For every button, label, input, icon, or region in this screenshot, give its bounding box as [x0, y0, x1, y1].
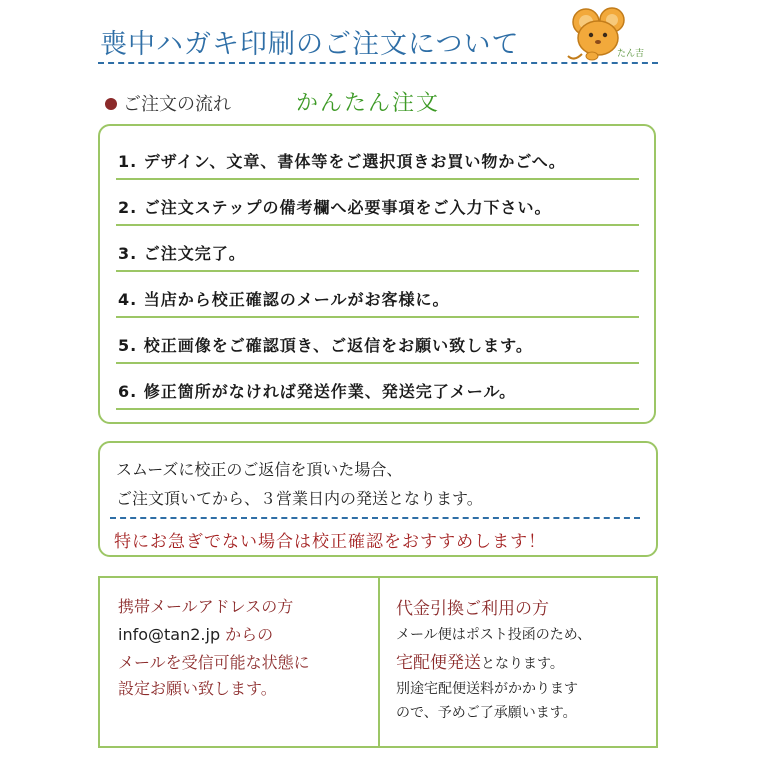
step-text: 5. 校正画像をご確認頂き、ご返信をお願い致します。 — [118, 336, 533, 355]
cod-heading: 代金引換ご利用の方 — [396, 599, 549, 619]
step-item — [116, 134, 639, 180]
cod-highlight: 宅配便発送 — [396, 653, 481, 673]
step-item — [116, 180, 639, 226]
section-tagline: かんたん注文 — [296, 91, 441, 116]
step-text: 3. ご注文完了。 — [118, 244, 246, 263]
note-divider — [110, 517, 640, 519]
section-heading: ご注文の流れ — [123, 94, 231, 115]
cod-text: 別途宅配便送料がかかります — [396, 681, 578, 697]
step-text: 1. デザイン、文章、書体等をご選択頂きお買い物かごへ。 — [118, 152, 566, 171]
step-item — [116, 364, 639, 410]
cod-highlight-line — [396, 648, 564, 673]
mobile-text: メールを受信可能な状態に — [118, 653, 310, 672]
note-text: スムーズに校正のご返信を頂いた場合、 — [116, 460, 403, 479]
round-bullet-icon — [105, 98, 117, 110]
contact-email: info@tan2.jp — [118, 625, 221, 644]
mobile-text: からの — [220, 625, 274, 644]
mascot-caption: たん吉 — [617, 49, 645, 59]
mobile-text: 設定お願い致します。 — [118, 679, 277, 698]
step-item — [116, 318, 639, 364]
order-steps-box — [98, 124, 656, 424]
proof-recommendation: 特にお急ぎでない場合は校正確認をおすすめします！ — [114, 532, 547, 552]
step-item — [116, 272, 639, 318]
mobile-heading: 携帯メールアドレスの方 — [118, 597, 294, 616]
cod-text: ので、予めご了承願います。 — [396, 705, 577, 721]
step-item — [116, 226, 639, 272]
cod-text: となります。 — [481, 656, 564, 672]
page-title: 喪中ハガキ印刷のご注文について — [100, 29, 520, 60]
title-divider — [98, 62, 658, 64]
note-text: ご注文頂いてから、３営業日内の発送となります。 — [116, 489, 483, 508]
shipping-note-box — [98, 441, 658, 557]
info-box — [98, 576, 658, 748]
cod-text: メール便はポスト投函のため、 — [396, 627, 592, 643]
step-text: 6. 修正箇所がなければ発送作業、発送完了メール。 — [118, 382, 517, 401]
mobile-email-line — [118, 622, 273, 645]
step-text: 2. ご注文ステップの備考欄へ必要事項をご入力下さい。 — [118, 198, 552, 217]
column-divider — [378, 578, 380, 746]
step-text: 4. 当店から校正確認のメールがお客様に。 — [118, 290, 450, 309]
